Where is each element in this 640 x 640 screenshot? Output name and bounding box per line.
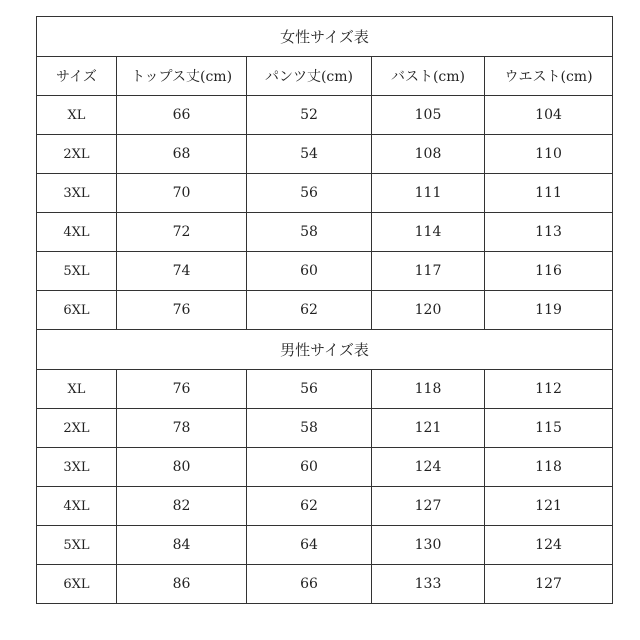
men-cell-waist: 112: [485, 370, 613, 409]
women-cell-bust: 114: [372, 213, 485, 252]
men-cell-tops-length: 86: [117, 565, 247, 604]
women-cell-tops-length: 72: [117, 213, 247, 252]
men-size-chart-title: 男性サイズ表: [37, 330, 613, 370]
men-cell-size: 6XL: [37, 565, 117, 604]
women-size-chart-title: 女性サイズ表: [37, 17, 613, 57]
women-cell-bust: 117: [372, 252, 485, 291]
men-cell-pants-length: 62: [247, 487, 372, 526]
women-table-row: [37, 291, 613, 330]
men-cell-tops-length: 78: [117, 409, 247, 448]
men-cell-waist: 118: [485, 448, 613, 487]
men-title-row: [37, 330, 613, 370]
men-cell-size: XL: [37, 370, 117, 409]
size-chart-body: [37, 17, 613, 604]
women-cell-bust: 111: [372, 174, 485, 213]
men-cell-size: 5XL: [37, 526, 117, 565]
men-cell-bust: 124: [372, 448, 485, 487]
men-table-row: [37, 487, 613, 526]
women-cell-tops-length: 66: [117, 96, 247, 135]
women-table-row: [37, 174, 613, 213]
men-cell-tops-length: 84: [117, 526, 247, 565]
men-cell-tops-length: 80: [117, 448, 247, 487]
women-cell-size: 2XL: [37, 135, 117, 174]
women-cell-waist: 111: [485, 174, 613, 213]
women-cell-pants-length: 52: [247, 96, 372, 135]
men-cell-pants-length: 56: [247, 370, 372, 409]
men-cell-bust: 121: [372, 409, 485, 448]
women-cell-bust: 105: [372, 96, 485, 135]
men-table-row: [37, 370, 613, 409]
women-table-row: [37, 213, 613, 252]
women-cell-waist: 104: [485, 96, 613, 135]
men-cell-bust: 118: [372, 370, 485, 409]
women-cell-tops-length: 68: [117, 135, 247, 174]
men-cell-pants-length: 66: [247, 565, 372, 604]
women-table-row: [37, 96, 613, 135]
men-cell-size: 2XL: [37, 409, 117, 448]
men-cell-waist: 127: [485, 565, 613, 604]
women-cell-tops-length: 76: [117, 291, 247, 330]
header-tops-length: トップス丈(cm): [117, 57, 247, 96]
women-cell-tops-length: 70: [117, 174, 247, 213]
men-cell-bust: 127: [372, 487, 485, 526]
women-title-row: [37, 17, 613, 57]
women-cell-tops-length: 74: [117, 252, 247, 291]
men-table-row: [37, 565, 613, 604]
women-cell-pants-length: 56: [247, 174, 372, 213]
men-cell-pants-length: 58: [247, 409, 372, 448]
men-cell-bust: 133: [372, 565, 485, 604]
header-bust: バスト(cm): [372, 57, 485, 96]
men-cell-tops-length: 76: [117, 370, 247, 409]
men-table-row: [37, 409, 613, 448]
women-cell-size: 5XL: [37, 252, 117, 291]
men-cell-waist: 121: [485, 487, 613, 526]
header-size: サイズ: [37, 57, 117, 96]
women-cell-pants-length: 60: [247, 252, 372, 291]
women-cell-bust: 108: [372, 135, 485, 174]
men-table-row: [37, 526, 613, 565]
women-cell-pants-length: 58: [247, 213, 372, 252]
men-cell-pants-length: 64: [247, 526, 372, 565]
women-cell-size: 6XL: [37, 291, 117, 330]
header-waist: ウエスト(cm): [485, 57, 613, 96]
men-cell-waist: 115: [485, 409, 613, 448]
header-row: [37, 57, 613, 96]
men-cell-pants-length: 60: [247, 448, 372, 487]
women-cell-pants-length: 54: [247, 135, 372, 174]
women-cell-waist: 116: [485, 252, 613, 291]
women-cell-size: 4XL: [37, 213, 117, 252]
women-cell-size: XL: [37, 96, 117, 135]
header-pants-length: パンツ丈(cm): [247, 57, 372, 96]
men-cell-tops-length: 82: [117, 487, 247, 526]
women-cell-size: 3XL: [37, 174, 117, 213]
men-cell-size: 3XL: [37, 448, 117, 487]
men-cell-size: 4XL: [37, 487, 117, 526]
women-table-row: [37, 252, 613, 291]
women-cell-bust: 120: [372, 291, 485, 330]
women-cell-waist: 113: [485, 213, 613, 252]
men-cell-bust: 130: [372, 526, 485, 565]
size-chart-table: [36, 16, 613, 604]
women-table-row: [37, 135, 613, 174]
women-cell-pants-length: 62: [247, 291, 372, 330]
men-cell-waist: 124: [485, 526, 613, 565]
women-cell-waist: 110: [485, 135, 613, 174]
men-table-row: [37, 448, 613, 487]
women-cell-waist: 119: [485, 291, 613, 330]
